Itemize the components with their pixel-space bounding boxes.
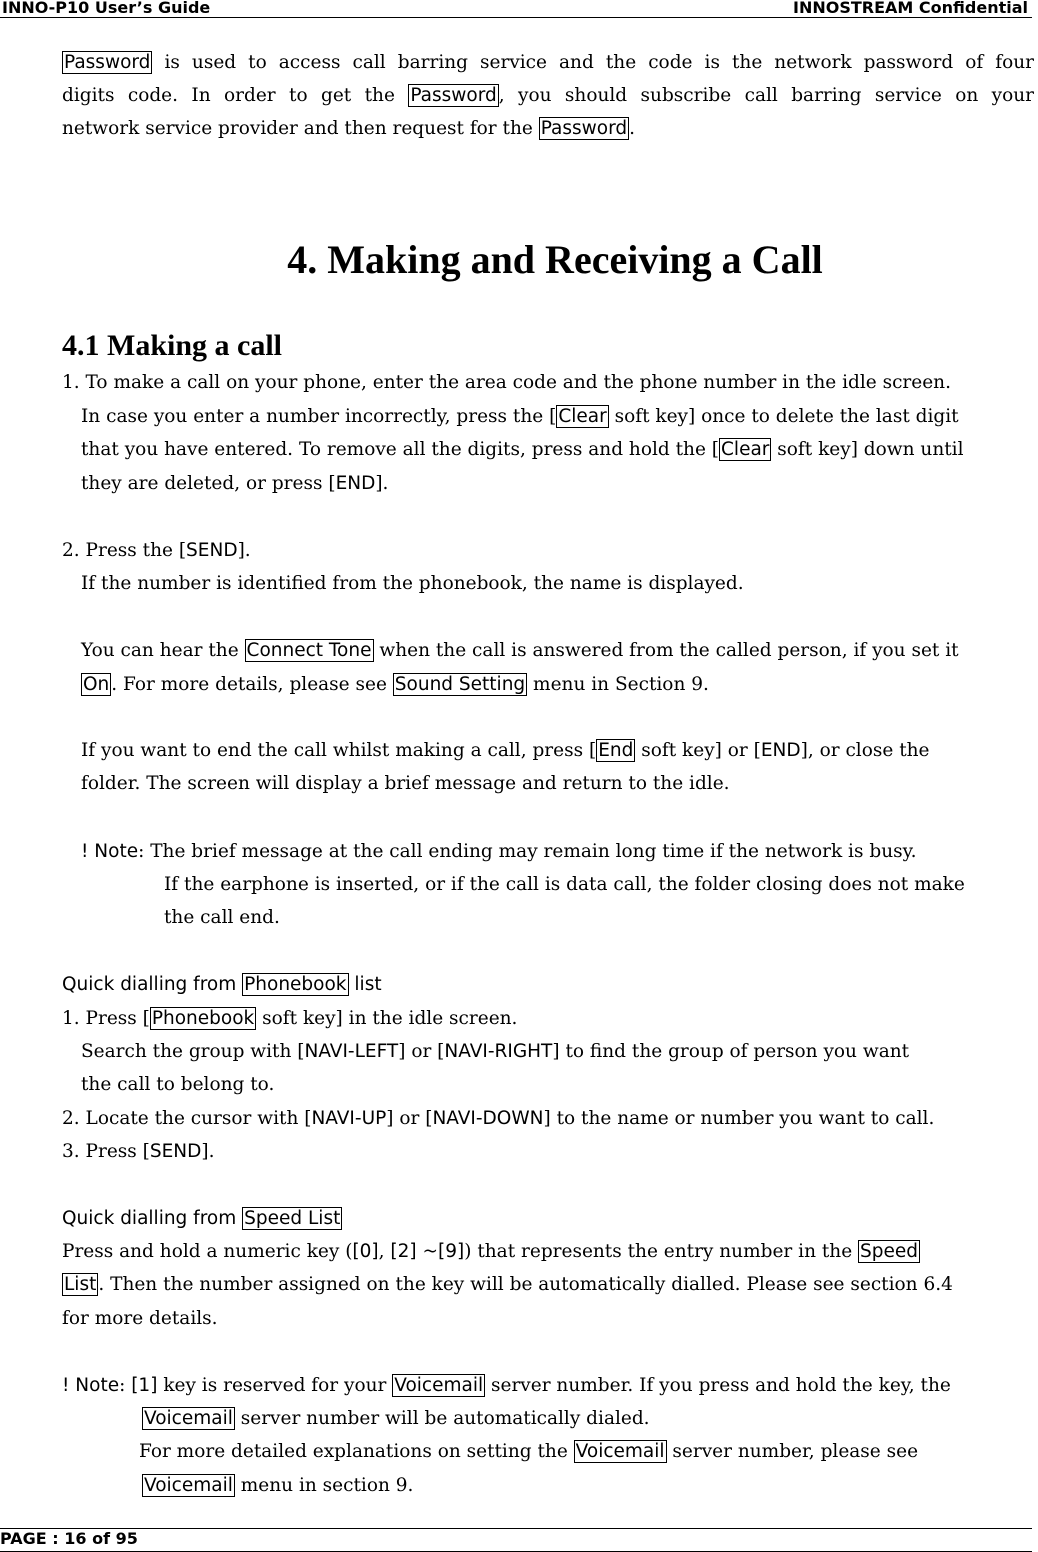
text: soft key] or [ xyxy=(635,740,761,761)
phonebook-step-3 xyxy=(62,1136,215,1168)
header-doc-title: INNO-P10 User’s Guide xyxy=(2,0,211,17)
key-1: [1] xyxy=(131,1375,158,1396)
text: Search the group with [ xyxy=(81,1041,305,1062)
text: server number will be automatically dialed. xyxy=(234,1408,650,1429)
making-note-1 xyxy=(81,836,916,868)
term-clear: Clear xyxy=(721,439,770,460)
speed-note-3 xyxy=(139,1436,918,1468)
note-label: ! Note xyxy=(81,841,139,862)
phonebook-step-1 xyxy=(62,1003,517,1035)
making-step-2 xyxy=(62,535,251,567)
term-password: Password xyxy=(64,52,151,73)
making-line-10: folder. The screen will display a brief message and return to the idle. xyxy=(81,773,730,794)
term-sound-setting: Sound Setting xyxy=(394,674,526,695)
speed-line-3: for more details. xyxy=(62,1308,218,1329)
text: , xyxy=(378,1241,391,1262)
text: In case you enter a number incorrectly, press the [ xyxy=(81,406,557,427)
speed-line-1 xyxy=(62,1236,920,1268)
making-line-7 xyxy=(81,635,959,667)
text: . Then the number assigned on the key will be automatically dialled. Please see section 6.4 xyxy=(98,1274,953,1295)
text: For more detailed explanations on setting the xyxy=(139,1441,574,1462)
text: list xyxy=(354,974,382,995)
text: ] or [ xyxy=(386,1108,433,1129)
text: . For more details, please see xyxy=(111,674,393,695)
key-send: SEND xyxy=(186,540,238,561)
text: ]. xyxy=(201,1141,215,1162)
intro-text: network service provider and then request for the xyxy=(62,118,533,139)
text: If you want to end the call whilst making a call, press [ xyxy=(81,740,597,761)
text: menu in Section 9. xyxy=(527,674,709,695)
key-9: [9] xyxy=(438,1241,465,1262)
text: they are deleted, or press [ xyxy=(81,473,336,494)
phonebook-heading xyxy=(62,969,382,1001)
key-navi-left: NAVI-LEFT xyxy=(304,1041,399,1062)
making-line-4 xyxy=(81,468,388,500)
text: : The brief message at the call ending may remain long time if the network is busy. xyxy=(138,841,917,862)
text: when the call is answered from the called person, if you set it xyxy=(373,640,959,661)
term-phonebook: Phonebook xyxy=(151,1008,255,1029)
term-clear: Clear xyxy=(558,406,607,427)
phonebook-step-2 xyxy=(62,1103,934,1135)
note-label: ! Note xyxy=(62,1375,120,1396)
term-list: List xyxy=(64,1274,97,1295)
text: that you have entered. To remove all the digits, press and hold the [ xyxy=(81,439,720,460)
text: soft key] in the idle screen. xyxy=(256,1008,518,1029)
page-footer xyxy=(0,1528,1032,1552)
text: soft key] down until xyxy=(771,439,964,460)
making-line-2 xyxy=(81,401,959,433)
text: ]. xyxy=(237,540,251,561)
page-number: PAGE : 16 of 95 xyxy=(0,1529,138,1548)
key-2: [2] xyxy=(390,1241,417,1262)
page-header xyxy=(0,0,1032,18)
text: 2. Locate the cursor with [ xyxy=(62,1108,312,1129)
phonebook-line-3: the call to belong to. xyxy=(81,1074,275,1095)
text: ] to the name or number you want to call. xyxy=(543,1108,935,1129)
text: ] or [ xyxy=(398,1041,445,1062)
text: ~ xyxy=(416,1241,439,1262)
making-note-3: the call end. xyxy=(164,907,280,928)
making-note-2: If the earphone is inserted, or if the call is data call, the folder closing does not make xyxy=(164,874,965,895)
term-on: On xyxy=(83,674,110,695)
term-password: Password xyxy=(410,85,497,106)
text: Quick dialling from xyxy=(62,974,237,995)
key-end: END xyxy=(335,473,376,494)
intro-line-3 xyxy=(62,113,635,145)
term-speed: Speed xyxy=(860,1241,919,1262)
term-end-softkey: End xyxy=(598,740,634,761)
key-navi-down: NAVI-DOWN xyxy=(432,1108,544,1129)
intro-text: , you should subscribe call barring service on your xyxy=(498,85,1034,106)
text: ], or close the xyxy=(800,740,930,761)
term-voicemail: Voicemail xyxy=(144,1475,233,1496)
term-voicemail: Voicemail xyxy=(394,1375,484,1396)
term-connect-tone: Connect Tone xyxy=(246,640,372,661)
making-line-6: If the number is identified from the phonebook, the name is displayed. xyxy=(81,573,744,594)
text: 1. Press [ xyxy=(62,1008,150,1029)
speed-note-4 xyxy=(142,1470,413,1502)
text: : xyxy=(119,1375,132,1396)
header-confidential: INNOSTREAM Confidential xyxy=(793,0,1028,17)
text: You can hear the xyxy=(81,640,245,661)
text: ]. xyxy=(375,473,389,494)
text: ] to find the group of person you want xyxy=(552,1041,910,1062)
term-voicemail: Voicemail xyxy=(575,1441,665,1462)
text: server number, please see xyxy=(666,1441,919,1462)
speed-note-2 xyxy=(142,1403,650,1435)
text: 2. Press the [ xyxy=(62,540,187,561)
making-line-3 xyxy=(81,434,964,466)
term-speed-list: Speed List xyxy=(244,1208,341,1229)
intro-text: digits code. In order to get the xyxy=(62,85,395,106)
key-end: END xyxy=(760,740,801,761)
chapter-title: 4. Making and Receiving a Call xyxy=(287,237,823,282)
speed-line-2 xyxy=(62,1269,953,1301)
key-0: [0] xyxy=(352,1241,379,1262)
text: ) that represents the entry number in the xyxy=(464,1241,859,1262)
speed-heading xyxy=(62,1203,342,1235)
text: soft key] once to delete the last digit xyxy=(608,406,959,427)
text: 3. Press [ xyxy=(62,1141,150,1162)
making-step-1: 1. To make a call on your phone, enter the area code and the phone number in the idle screen. xyxy=(62,372,951,393)
text: Quick dialling from xyxy=(62,1208,237,1229)
making-line-9 xyxy=(81,735,930,767)
key-send: SEND xyxy=(149,1141,202,1162)
text: server number. If you press and hold the key, the xyxy=(485,1375,951,1396)
intro-text: . xyxy=(629,118,636,139)
text: menu in section 9. xyxy=(234,1475,414,1496)
term-phonebook: Phonebook xyxy=(244,974,347,995)
section-title: 4.1 Making a call xyxy=(62,329,283,362)
key-navi-up: NAVI-UP xyxy=(311,1108,387,1129)
speed-note-1 xyxy=(62,1370,951,1402)
intro-line-2 xyxy=(62,80,1034,112)
intro-text: is used to access call barring service and the code is the network password of four xyxy=(164,52,1034,73)
term-voicemail: Voicemail xyxy=(144,1408,233,1429)
term-password: Password xyxy=(540,118,628,139)
text: Press and hold a numeric key ( xyxy=(62,1241,353,1262)
making-line-8 xyxy=(81,669,709,701)
intro-line-1 xyxy=(62,47,1034,79)
phonebook-line-2 xyxy=(81,1036,909,1068)
text: key is reserved for your xyxy=(157,1375,393,1396)
key-navi-right: NAVI-RIGHT xyxy=(444,1041,553,1062)
